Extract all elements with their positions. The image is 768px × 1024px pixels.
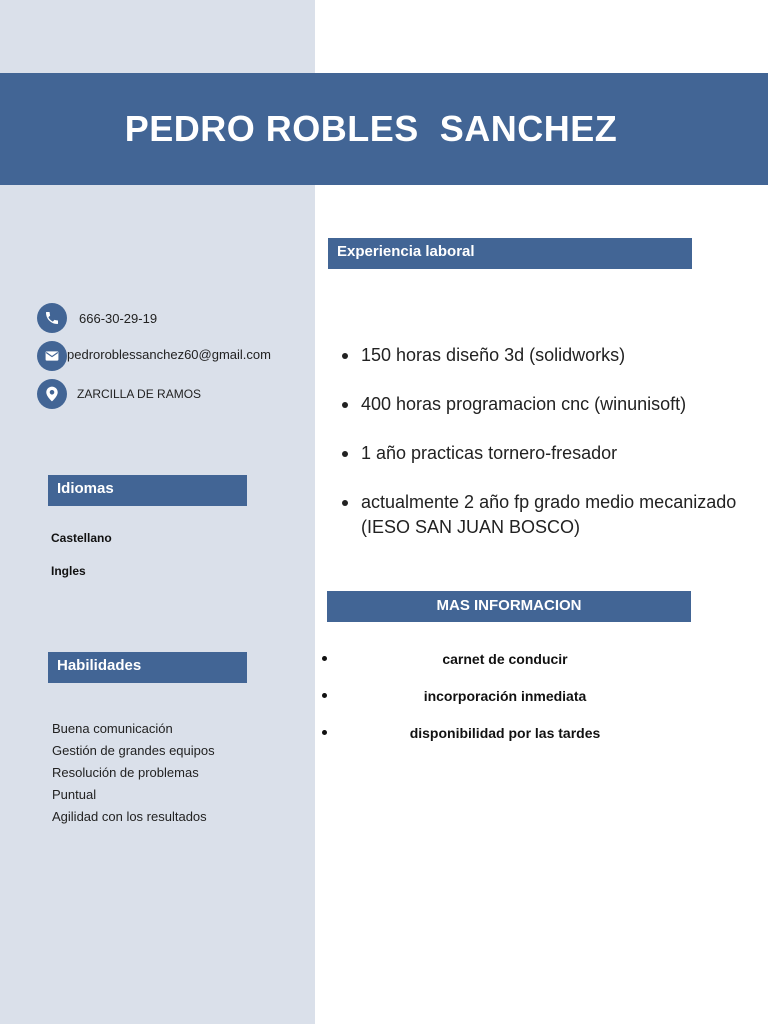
more-info-heading	[327, 591, 691, 622]
bullet	[322, 693, 327, 698]
header-banner	[0, 73, 768, 185]
experience-heading	[328, 238, 692, 269]
experience-item: 400 horas programacion cnc (winunisoft)	[340, 392, 740, 417]
language-item: Castellano	[51, 531, 112, 545]
more-info-text: incorporación inmediata	[423, 688, 587, 704]
experience-title: Experiencia laboral	[337, 243, 475, 260]
experience-list	[340, 343, 740, 564]
languages-title: Idiomas	[57, 480, 114, 497]
candidate-name: PEDRO ROBLES SANCHEZ	[124, 108, 618, 149]
skills-heading	[48, 652, 247, 683]
more-info-text: carnet de conducir	[442, 651, 568, 667]
language-item: Ingles	[51, 564, 86, 578]
phone-icon	[37, 303, 67, 333]
contact-email-row	[37, 341, 271, 371]
experience-item: actualmente 2 año fp grado medio mecanizado (IESO SAN JUAN BOSCO)	[340, 490, 740, 540]
more-info-title: MAS INFORMACION	[436, 597, 582, 614]
skill-item: Buena comunicación	[52, 721, 173, 736]
location-pin-icon	[37, 379, 67, 409]
skills-list	[52, 718, 215, 828]
experience-item: 150 horas diseño 3d (solidworks)	[340, 343, 740, 368]
languages-heading	[48, 475, 247, 506]
more-info-item	[320, 649, 690, 669]
skill-item: Agilidad con los resultados	[52, 809, 207, 824]
location-text: ZARCILLA DE RAMOS	[77, 387, 202, 401]
skills-title: Habilidades	[57, 657, 142, 674]
contact-location-row	[37, 379, 201, 409]
experience-item: 1 año practicas tornero-fresador	[340, 441, 740, 466]
bullet	[322, 656, 327, 661]
email-icon	[37, 341, 67, 371]
contact-phone-row	[37, 303, 157, 333]
skill-item: Resolución de problemas	[52, 765, 199, 780]
skill-item: Gestión de grandes equipos	[52, 743, 215, 758]
more-info-text: disponibilidad por las tardes	[409, 725, 601, 741]
bullet	[322, 730, 327, 735]
email-address[interactable]: pedroroblessanchez60@gmail.com	[67, 346, 271, 362]
skill-item: Puntual	[52, 787, 97, 802]
more-info-item	[320, 686, 690, 706]
phone-number: 666-30-29-19	[79, 310, 158, 326]
more-info-item	[320, 723, 690, 743]
